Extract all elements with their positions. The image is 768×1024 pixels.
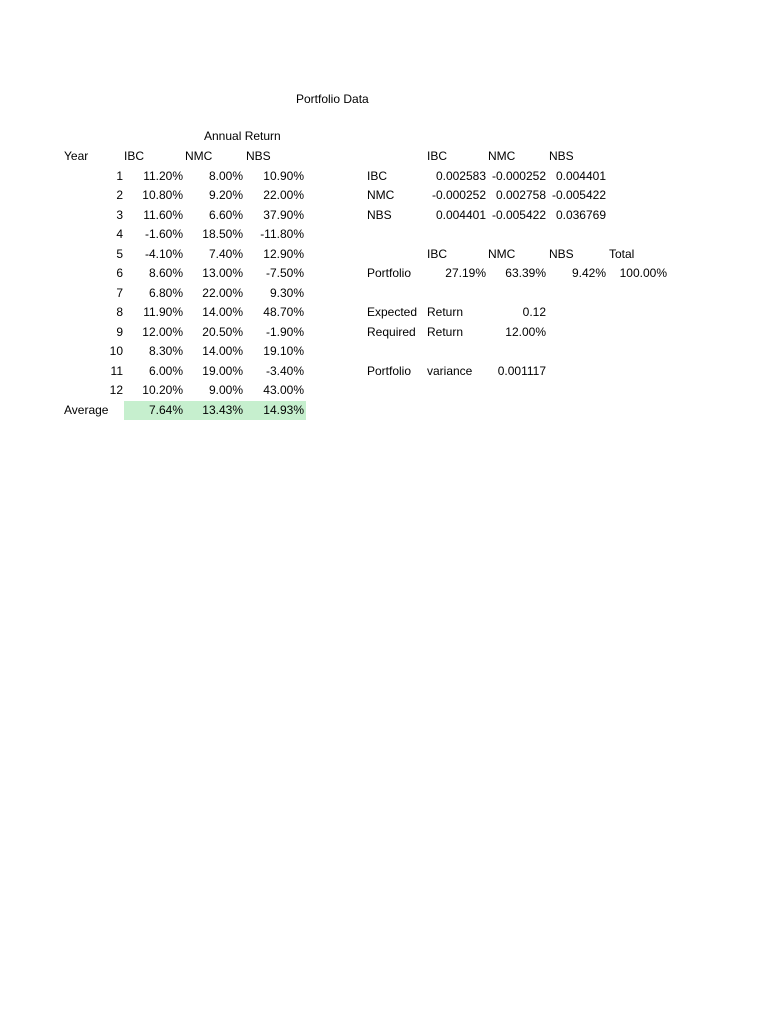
return-value-cell: 11.60% (143, 207, 183, 222)
portfolio-variance-label: Portfolio (367, 363, 412, 378)
covariance-value-cell: -0.000252 (491, 168, 546, 183)
year-cell: 10 (109, 344, 123, 358)
weight-value-cell: 100.00% (619, 266, 667, 280)
return-value-cell: 22.00% (263, 188, 304, 202)
weight-value-cell: 27.19% (445, 266, 486, 280)
return-value-cell: -1.90% (265, 324, 304, 339)
covariance-column-header: NMC (488, 149, 516, 163)
return-value-cell: -4.10% (144, 246, 183, 261)
return-value-cell: 6.80% (148, 285, 183, 300)
return-value-cell: 7.40% (208, 246, 243, 261)
return-value-cell: 10.20% (142, 383, 183, 397)
average-label: Average (64, 402, 109, 417)
return-value-cell: 10.80% (142, 188, 183, 202)
portfolio-variance-value: 0.001117 (497, 363, 546, 378)
return-value-cell: 18.50% (202, 227, 243, 241)
returns-column-header: IBC (124, 149, 145, 163)
weight-value-cell: 9.42% (571, 266, 606, 280)
year-header: Year (64, 149, 89, 163)
returns-column-header: NBS (246, 149, 271, 163)
return-value-cell: 11.20% (143, 168, 183, 183)
return-value-cell: -7.50% (265, 266, 304, 280)
covariance-column-header: IBC (427, 149, 448, 163)
return-value-cell: 6.00% (148, 363, 183, 378)
return-value-cell: 9.30% (269, 285, 304, 300)
portfolio-variance-label-2: variance (427, 363, 473, 378)
returns-column-header: NMC (185, 149, 213, 163)
covariance-row-label: IBC (367, 168, 388, 183)
weights-row-label: Portfolio (367, 266, 412, 280)
return-value-cell: 10.90% (263, 168, 304, 183)
covariance-column-header: NBS (549, 149, 574, 163)
year-cell: 5 (116, 246, 123, 261)
return-value-cell: 48.70% (263, 305, 304, 319)
return-value-cell: 9.20% (208, 188, 243, 202)
covariance-value-cell: 0.002758 (495, 188, 546, 202)
return-value-cell: 8.60% (148, 266, 183, 280)
year-cell: 11 (110, 363, 123, 378)
return-value-cell: 19.10% (263, 344, 304, 358)
covariance-row-label: NBS (367, 207, 392, 222)
year-cell: 3 (116, 207, 123, 222)
weights-column-header: Total (609, 246, 635, 261)
year-cell: 2 (116, 188, 123, 202)
annual-return-header: Annual Return (204, 129, 281, 143)
year-cell: 9 (116, 324, 123, 339)
average-value-cell: 13.43% (202, 402, 243, 417)
year-cell: 12 (109, 383, 123, 397)
average-value-cell: 7.64% (148, 402, 183, 417)
covariance-value-cell: -0.000252 (431, 188, 486, 202)
year-cell: 4 (116, 227, 123, 241)
weights-column-header: IBC (427, 246, 448, 261)
covariance-value-cell: 0.036769 (555, 207, 606, 222)
return-value-cell: 14.00% (202, 305, 243, 319)
return-value-cell: -1.60% (144, 227, 183, 241)
covariance-value-cell: 0.002583 (435, 168, 486, 183)
covariance-row-label: NMC (367, 188, 395, 202)
average-value-cell: 14.93% (263, 402, 304, 417)
return-value-cell: -11.80% (260, 227, 304, 241)
expected-return-value: 0.12 (522, 305, 546, 319)
weights-column-header: NBS (549, 246, 574, 261)
required-return-value: 12.00% (505, 324, 546, 339)
required-return-label-2: Return (427, 324, 464, 339)
return-value-cell: 43.00% (263, 383, 304, 397)
year-cell: 8 (116, 305, 123, 319)
year-cell: 7 (116, 285, 123, 300)
year-cell: 1 (116, 168, 123, 183)
return-value-cell: 6.60% (208, 207, 243, 222)
return-value-cell: 13.00% (202, 266, 243, 280)
weight-value-cell: 63.39% (505, 266, 546, 280)
expected-return-label: Expected (367, 305, 418, 319)
return-value-cell: 22.00% (202, 285, 243, 300)
return-value-cell: 12.90% (263, 246, 304, 261)
expected-return-label-2: Return (427, 305, 464, 319)
return-value-cell: 9.00% (208, 383, 243, 397)
return-value-cell: 19.00% (202, 363, 243, 378)
return-value-cell: 37.90% (263, 207, 304, 222)
return-value-cell: 14.00% (202, 344, 243, 358)
required-return-label: Required (367, 324, 416, 339)
covariance-value-cell: -0.005422 (551, 188, 606, 202)
covariance-value-cell: 0.004401 (435, 207, 486, 222)
return-value-cell: 12.00% (142, 324, 183, 339)
return-value-cell: 11.90% (143, 305, 183, 319)
weights-column-header: NMC (488, 246, 516, 261)
return-value-cell: 8.00% (208, 168, 243, 183)
covariance-value-cell: 0.004401 (555, 168, 606, 183)
covariance-value-cell: -0.005422 (491, 207, 546, 222)
return-value-cell: 8.30% (148, 344, 183, 358)
year-cell: 6 (116, 266, 123, 280)
page-title: Portfolio Data (296, 92, 369, 106)
return-value-cell: -3.40% (265, 363, 304, 378)
return-value-cell: 20.50% (202, 324, 243, 339)
